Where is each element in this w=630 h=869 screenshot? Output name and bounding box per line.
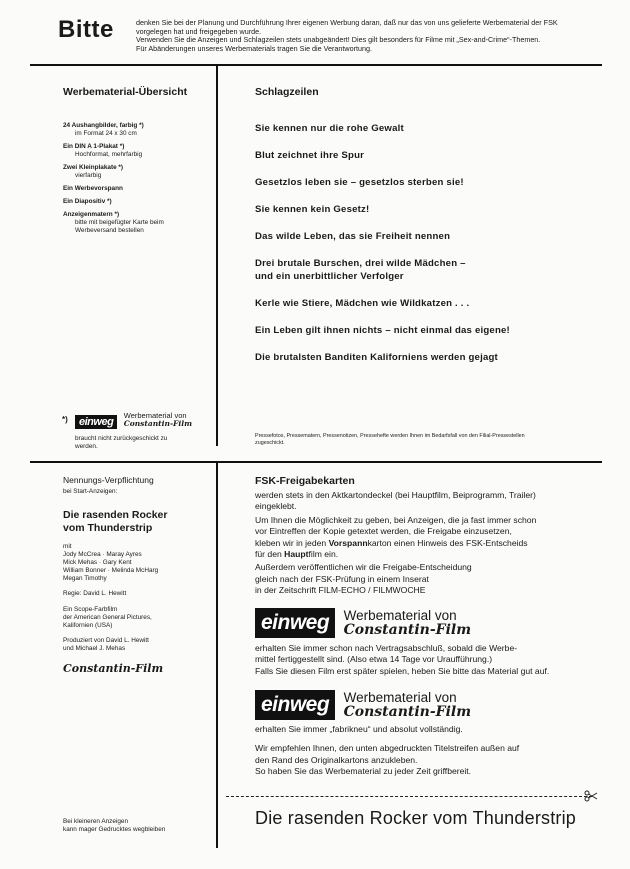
einweg-logo-large: einweg Werbematerial von Constantin-Film (255, 608, 471, 638)
slogans-title: Schlagzeilen (255, 86, 319, 98)
list-item: Zwei Kleinplakate *) vierfarbig (63, 164, 124, 179)
slogan: Sie kennen nur die rohe Gewalt (255, 123, 404, 134)
list-item: Ein Diapositiv *) (63, 198, 112, 205)
list-item: Ein Werbevorspann (63, 185, 123, 192)
slogan: Ein Leben gilt ihnen nichts – nicht einmal das eigene! (255, 325, 510, 336)
einweg-logo-small: einweg Werbematerial von Constantin-Film (75, 412, 192, 430)
film-title: Die rasenden Rocker vom Thunderstrip (63, 509, 168, 534)
fsk-body-top: werden stets in den Aktkartondeckel (bei Hauptfilm, Beiprogramm, Trailer) eingeklebt. Um Ihnen die Möglichkeit zu geben, bei Anzeigen, die ja fast immer schon vor Eintreffen der Kopie getextet werden, die Freigabe einzusetzen, kleben wir in jeden Vorspannkarton einen Hinweis des FSK-Entscheids für den Hauptfilm ein. Außerdem veröffentlichen wir die Freigabe-Entscheidung gleich nach der FSK-Prüfung in einem Inserat in der Zeitschrift FILM-ECHO / FILMWOCHE (255, 490, 537, 596)
cast-line: Mick Mehas · Gary Kent (63, 559, 132, 566)
list-item: Anzeigenmatern *) bitte mit beigefügter Karte beim Werbeversand bestellen (63, 211, 164, 234)
overview-list (63, 122, 203, 240)
credits-sub: bei Start-Anzeigen: (63, 488, 118, 495)
list-item: 24 Aushangbilder, farbig *) im Format 24 x 30 cm (63, 122, 144, 137)
overview-title: Werbematerial-Übersicht (63, 86, 188, 98)
list-item: Ein DIN A 1-Plakat *) Hochformat, mehrfarbig (63, 143, 143, 158)
slogan: Gesetzlos leben sie – gesetzlos sterben sie! (255, 177, 464, 188)
scissors-icon (584, 789, 598, 808)
intro-line: vorgelegen hat und freigegeben wurde. (136, 26, 262, 36)
intro-line: Für Abänderungen unseres Werbematerials tragen Sie die Verantwortung. (136, 43, 372, 53)
header-word: Bitte (58, 16, 114, 43)
header-intro (136, 19, 606, 53)
slogan: Die brutalsten Banditen Kaliforniens werden gejagt (255, 352, 498, 363)
slogan: und ein unerbittlicher Verfolger (255, 271, 404, 282)
cut-line (226, 796, 592, 797)
intro-line: Verwenden Sie die Anzeigen und Schlagzeilen stets unabgeändert! Dies gilt besonders für Filme mit „Sex-and-Crime“-Themen. (136, 35, 541, 45)
einweg-logo-large-2: einweg Werbematerial von Constantin-Film (255, 690, 471, 720)
credits-heading: Nennungs-Verpflichtung (63, 475, 154, 485)
title-strip: Die rasenden Rocker vom Thunderstrip (255, 808, 577, 828)
fsk-title: FSK-Freigabekarten (255, 475, 355, 487)
slogan: Das wilde Leben, das sie Freiheit nennen (255, 231, 451, 242)
fsk-body-mid: erhalten Sie immer schon nach Vertragsabschluß, sobald die Werbe- mittel fertiggestellt sind. (Also etwa 14 Tage vor Uraufführung.) Falls Sie diesen Film erst später spielen, heben Sie bitte das Material gut auf. (255, 643, 550, 676)
small-ads-note: Bei kleineren Anzeigen kann mager Gedrucktes wegbleiben (63, 818, 166, 833)
slogan: Drei brutale Burschen, drei wilde Mädchen – (255, 258, 466, 269)
slogan: Kerle wie Stiere, Mädchen wie Wildkatzen . . . (255, 298, 470, 309)
cast-block: mit Jody McCrea · Maray Ayres Mick Mehas · Gary Kent William Bonner · Melinda McHarg Megan Timothy (63, 543, 213, 583)
fsk-body-bottom: erhalten Sie immer „fabrikneu“ und absolut vollständig. Wir empfehlen Ihnen, den unten abgedruckten Titelstreifen außen auf den Rand des Originalkartons anzukleben. So haben Sie das Werbematerial zu jeder Zeit griffbereit. (255, 724, 520, 777)
intro-line: denken Sie bei der Planung und Durchführung Ihrer eigenen Werbung daran, daß nur das von uns gelieferte Werbematerial der FSK (136, 18, 558, 27)
top-rule (30, 64, 602, 66)
lower-divider (216, 463, 218, 848)
distributor-logo: Constantin-Film (63, 662, 164, 675)
footnote-text: braucht nicht zurückgeschickt zu werden. (75, 435, 168, 450)
press-footnote: Pressefotos, Pressematern, Pressenotizen, Pressehefte werden Ihnen im Bedarfsfall von den Filial-Pressestellen zugeschickt. (255, 433, 525, 446)
cast-line: Megan Timothy (63, 575, 107, 582)
cast-line: Jody McCrea · Maray Ayres (63, 551, 142, 558)
slogan: Sie kennen kein Gesetz! (255, 204, 370, 215)
upper-divider (216, 66, 218, 446)
scope-info: Ein Scope-Farbfilm der American General Pictures, Kalifornien (USA) (63, 606, 152, 629)
footnote-mark: *) (62, 415, 68, 424)
director: Regie: David L. Hewitt (63, 590, 127, 597)
middle-rule (30, 461, 602, 463)
slogan-list (255, 122, 600, 364)
producer-info: Produziert von David L. Hewitt und Michael J. Mehas (63, 637, 149, 652)
cast-line: William Bonner · Melinda McHarg (63, 567, 159, 574)
slogan: Blut zeichnet ihre Spur (255, 150, 365, 161)
